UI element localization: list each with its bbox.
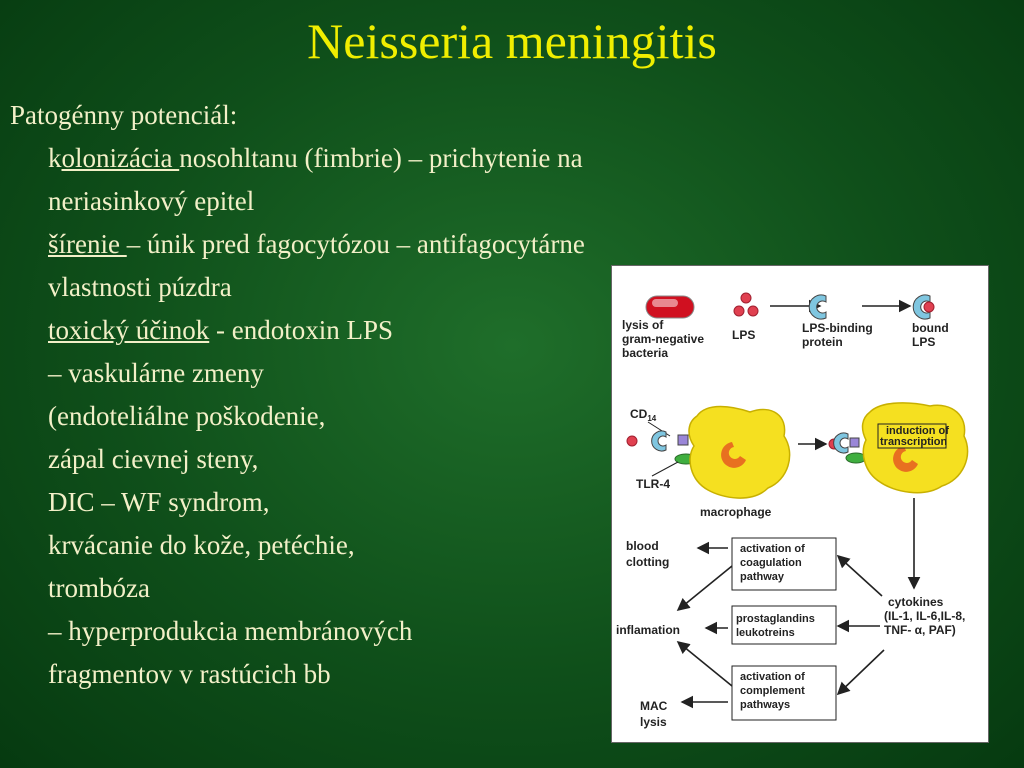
blood-clotting-label: blood clotting <box>626 539 670 569</box>
toxicky-line: toxický účinok - endotoxin LPS <box>48 315 393 345</box>
tlr4-label: TLR-4 <box>636 477 670 491</box>
lbp-label: LPS-binding protein <box>802 321 873 349</box>
mac-lysis-label: MAC lysis <box>640 699 668 729</box>
krvacanie-line: krvácanie do kože, petéchie, <box>48 530 355 560</box>
induction-label: induction of transcription <box>880 425 949 448</box>
bullet-text <box>10 94 585 696</box>
fragmentov-line: fragmentov v rastúcich bb <box>48 659 331 689</box>
sirenie-line: šírenie – únik pred fagocytózou – antifagocytárne <box>48 229 585 259</box>
toxicky-term: toxický účinok <box>48 315 210 345</box>
lysis-label: lysis of gram-negative bacteria <box>622 318 705 360</box>
macrophage-label: macrophage <box>700 505 772 519</box>
lps-molecules-icon <box>734 293 758 316</box>
zapal-line: zápal cievnej steny, <box>48 444 259 474</box>
svg-text:activation ofcomplementpathway: activation of complement pathways <box>740 671 805 711</box>
vaskularne-line: – vaskulárne zmeny <box>48 358 264 388</box>
kolonizacia-line: kolonizácia nosohltanu (fimbrie) – prichytenie na <box>48 143 583 173</box>
svg-text:prostaglandinsleukotreins: prostaglandins leukotreins <box>736 613 815 639</box>
bound-lps-label: bound LPS <box>912 321 949 349</box>
lps-binding-protein-icon <box>809 295 826 319</box>
sirenie-term: šírenie <box>48 229 127 259</box>
slide-title: Neisseria meningitis <box>307 13 717 69</box>
puzdra-line: vlastnosti púzdra <box>48 272 232 302</box>
dic-line: DIC – WF syndrom, <box>48 487 270 517</box>
svg-text:activation ofcoagulationpathwa: activation of coagulation pathway <box>740 543 805 583</box>
inflamation-label: inflamation <box>616 623 681 637</box>
lps-label: LPS <box>732 328 756 342</box>
macrophage-icon <box>689 407 790 499</box>
heading-line: Patogénny potenciál: <box>10 100 238 130</box>
pathway-diagram <box>612 266 988 742</box>
endotelialne-line: (endoteliálne poškodenie, <box>48 401 326 431</box>
cytokines-label: cytokines (IL-1, IL-6,IL-8, TNF- α, PAF) <box>884 595 966 637</box>
lps-pathway-figure <box>611 265 989 743</box>
epitel-line: neriasinkový epitel <box>48 186 255 216</box>
receptor-icon <box>678 435 688 445</box>
kolonizacia-term: olonizácia <box>61 143 180 173</box>
cd14-label: $CD_{14}$ <box>630 407 657 423</box>
tromboza-line: trombóza <box>48 573 150 603</box>
hyperprodukcia-line: – hyperprodukcia membránových <box>48 616 413 646</box>
